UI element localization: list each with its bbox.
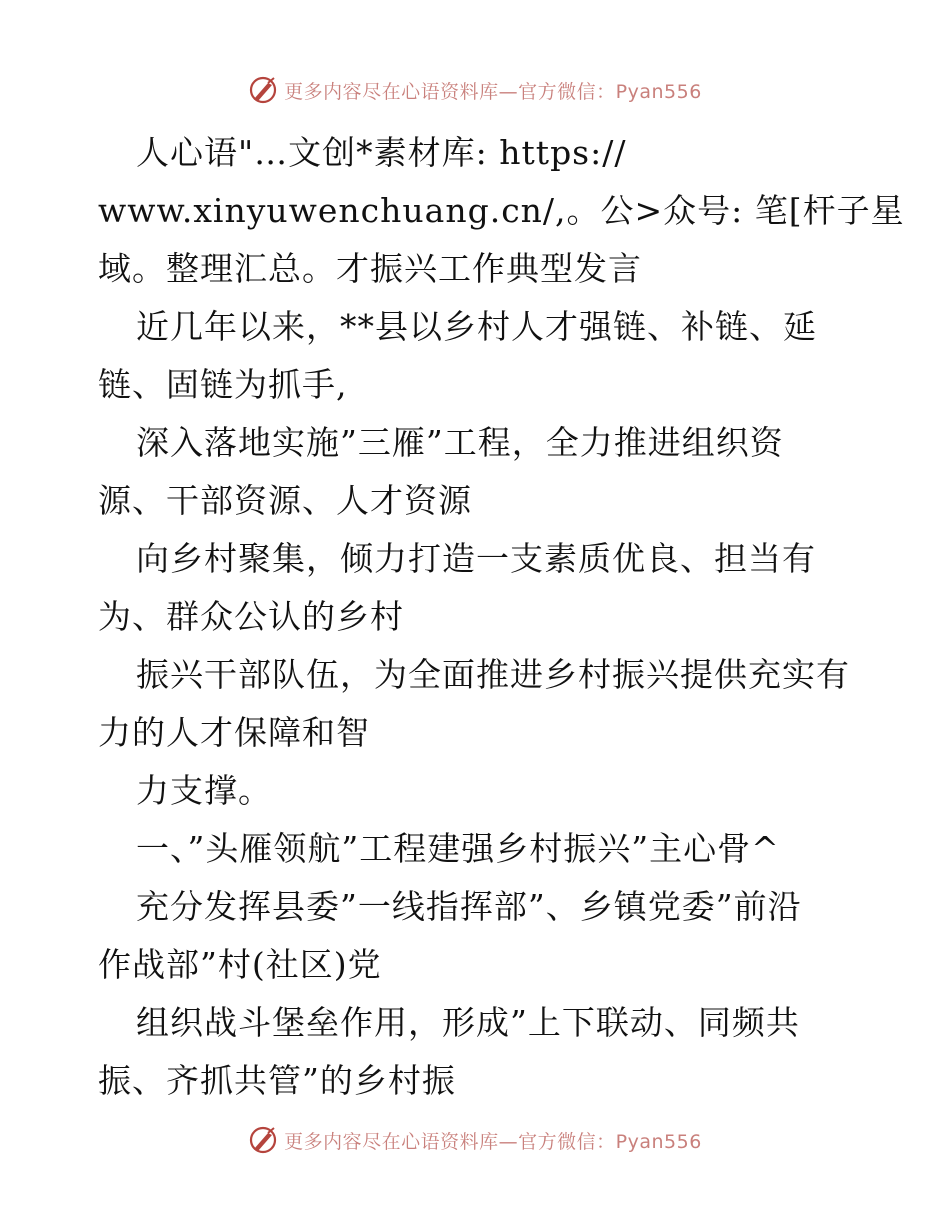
footer-watermark-text: 更多内容尽在心语资料库—官方微信：Pyan556 (284, 1130, 702, 1153)
body-line: 充分发挥县委”一线指挥部”、乡镇党委”前沿 (136, 887, 802, 926)
body-line: 深入落地实施”三雁”工程，全力推进组织资 (136, 423, 784, 462)
header-watermark-text: 更多内容尽在心语资料库—官方微信：Pyan556 (284, 80, 702, 103)
body-line: 力支撑。 (136, 771, 272, 810)
body-line: 链、固链为抓手, (98, 365, 348, 404)
body-line: www.xinyuwenchuang.cn/,。公>众号: 笔[杆子星 (98, 191, 905, 230)
body-line: 为、群众公认的乡村 (98, 597, 404, 636)
section-heading: 一、”头雁领航”工程建强乡村振兴”主心骨^ (136, 829, 780, 868)
quill-pen-logo-icon (248, 1125, 278, 1155)
quill-pen-logo-icon (248, 75, 278, 105)
document-body (98, 124, 905, 1110)
body-line: 力的人才保障和智 (98, 713, 370, 752)
footer-watermark (0, 1120, 950, 1160)
body-line: 振兴干部队伍，为全面推进乡村振兴提供充实有 (136, 655, 850, 694)
body-line: 近几年以来，**县以乡村人才强链、补链、延 (136, 307, 817, 346)
body-line: 人心语"…文创*素材库: https:// (136, 133, 627, 172)
body-line: 组织战斗堡垒作用，形成”上下联动、同频共 (136, 1003, 800, 1042)
header-watermark (0, 70, 950, 110)
body-line: 源、干部资源、人才资源 (98, 481, 472, 520)
body-line: 振、齐抓共管”的乡村振 (98, 1061, 456, 1100)
body-line: 域。整理汇总。才振兴工作典型发言 (98, 249, 642, 288)
body-line: 向乡村聚集，倾力打造一支素质优良、担当有 (136, 539, 816, 578)
body-line: 作战部”村(社区)党 (98, 945, 382, 984)
